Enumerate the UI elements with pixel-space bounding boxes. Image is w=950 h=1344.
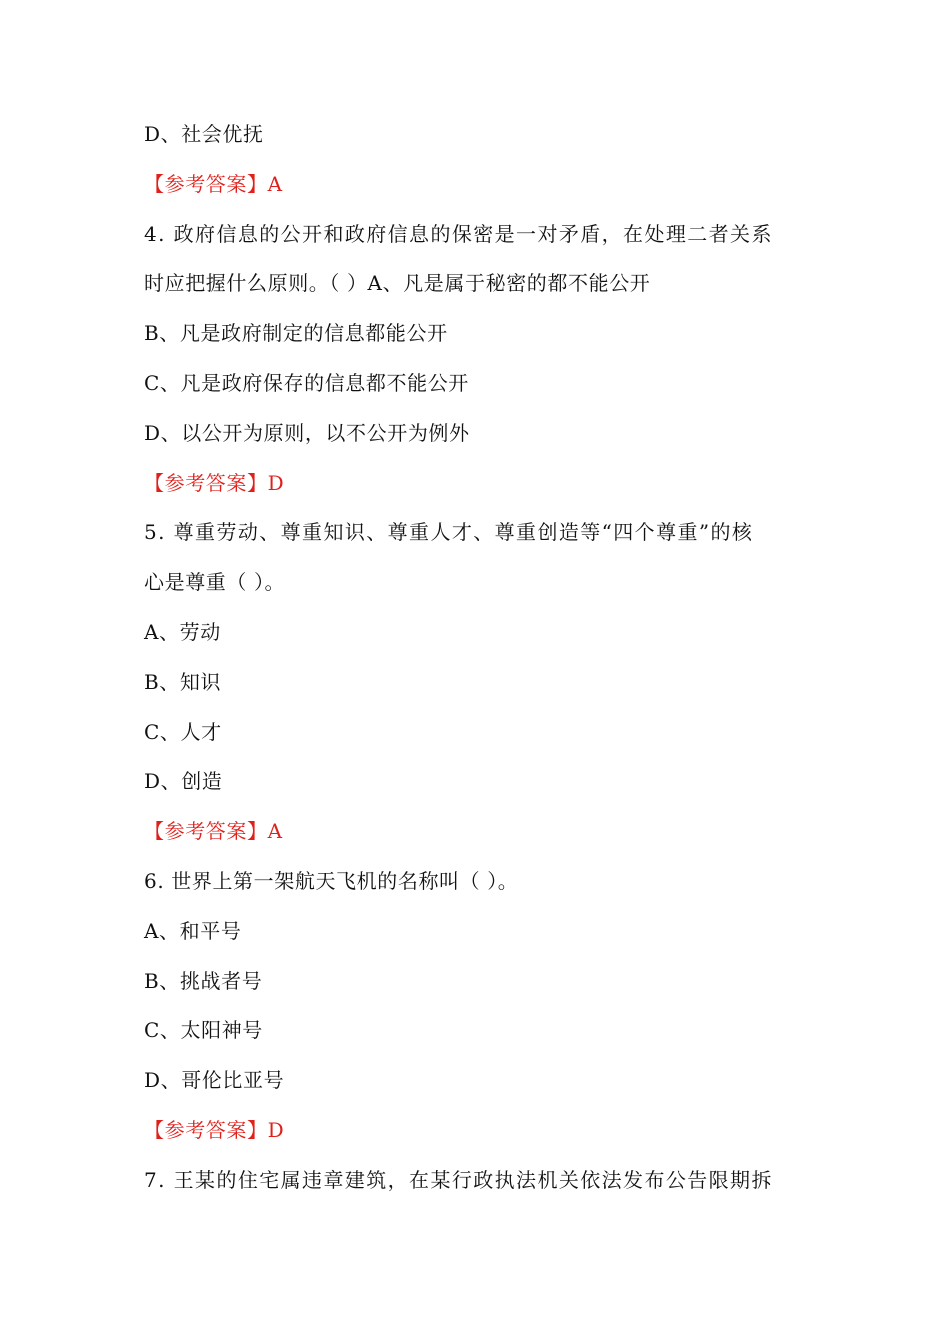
answer-line: 【参考答案】D [144,470,285,495]
option-line: A、和平号 [144,918,242,943]
option-line: D、哥伦比亚号 [144,1068,285,1093]
option-line: D、以公开为原则，以不公开为例外 [144,420,470,445]
option-line: A、劳动 [144,619,221,644]
document-body [144,110,814,1206]
option-line: D、创造 [144,769,223,794]
question-line: 5. 尊重劳动、尊重知识、尊重人才、尊重创造等“四个尊重”的核 [144,520,754,545]
question-line: 时应把握什么原则。（ ）A、凡是属于秘密的都不能公开 [144,271,651,296]
option-line: B、凡是政府制定的信息都能公开 [144,321,448,346]
question-line: 4. 政府信息的公开和政府信息的保密是一对矛盾，在处理二者关系 [144,221,773,246]
option-line: C、太阳神号 [144,1018,263,1043]
question-line: 7. 王某的住宅属违章建筑，在某行政执法机关依法发布公告限期拆 [144,1167,773,1192]
option-line: B、知识 [144,669,222,694]
option-line: B、挑战者号 [144,968,263,993]
option-line: D、社会优抚 [144,122,264,146]
option-line: C、人才 [144,719,222,744]
option-line: C、凡是政府保存的信息都不能公开 [144,370,469,395]
answer-line: 【参考答案】D [144,1117,285,1142]
answer-line: 【参考答案】A [144,171,283,196]
question-line: 6. 世界上第一架航天飞机的名称叫（ ）。 [144,868,519,893]
answer-line: 【参考答案】A [144,819,283,844]
question-line: 心是尊重（ ）。 [144,570,286,595]
